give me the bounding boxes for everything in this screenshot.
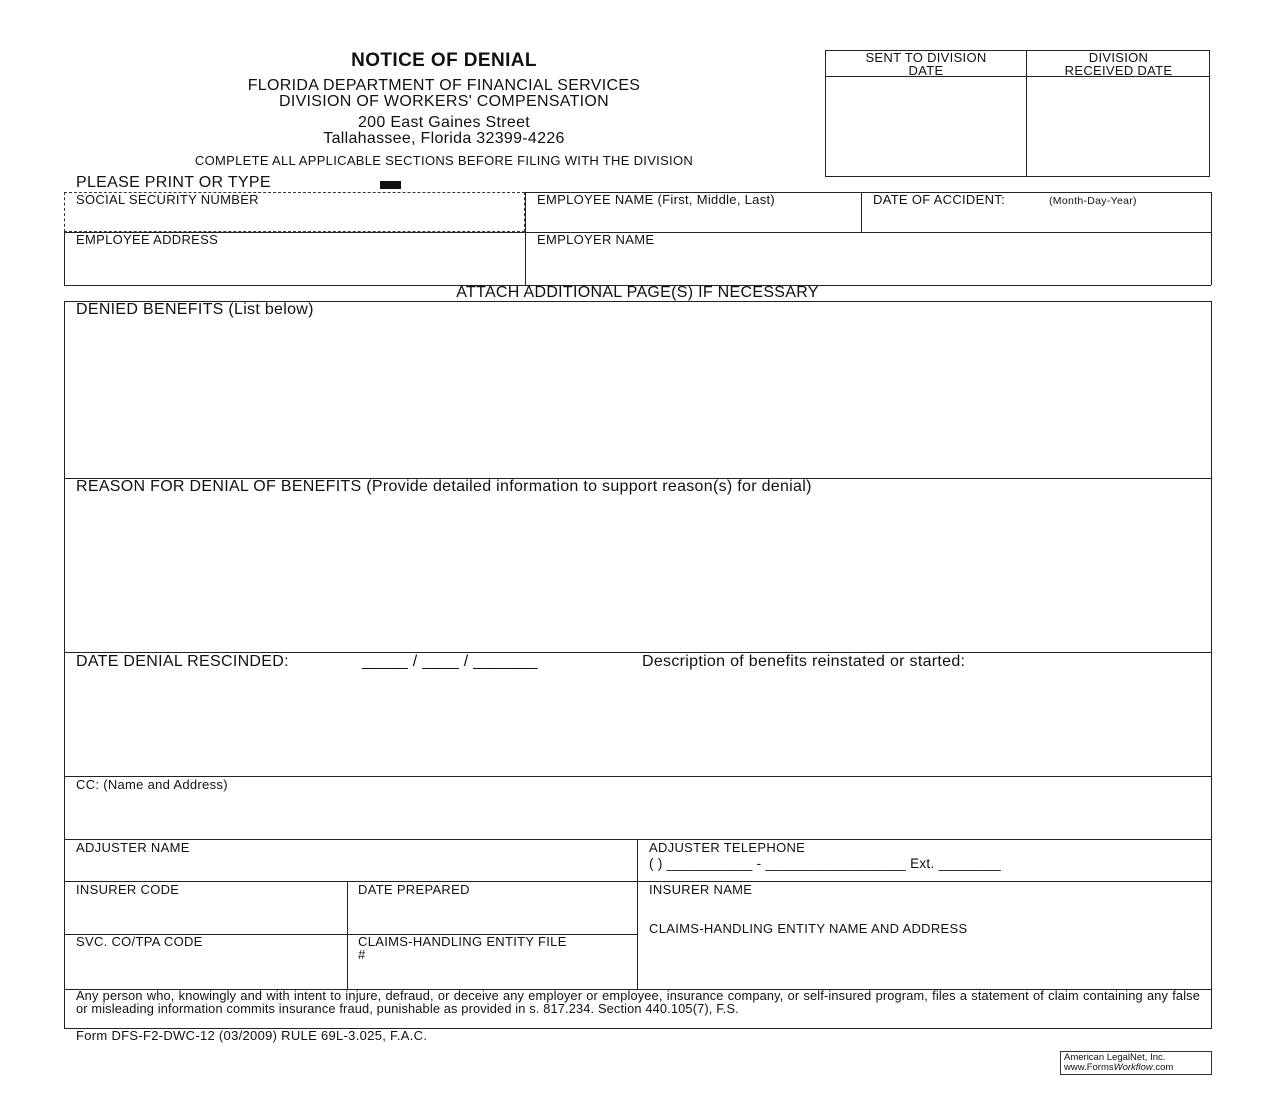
- svc-code-input[interactable]: [68, 951, 344, 986]
- claims-file-hash: #: [358, 947, 366, 962]
- date-prepared-input[interactable]: [350, 899, 634, 931]
- print-note: PLEASE PRINT OR TYPE: [76, 174, 271, 191]
- redaction-mark: [380, 181, 401, 189]
- city-address: Tallahassee, Florida 32399-4226: [323, 130, 565, 147]
- ssn-input[interactable]: [66, 207, 523, 230]
- date-prepared-label: DATE PREPARED: [358, 882, 470, 897]
- cc-label: CC: (Name and Address): [76, 777, 228, 792]
- division-received-label: DIVISION: [1088, 50, 1149, 65]
- denied-benefits-label: DENIED BENEFITS (List below): [76, 301, 314, 318]
- sent-to-division-label: SENT TO DIVISION: [865, 50, 987, 65]
- attach-note: ATTACH ADDITIONAL PAGE(S) IF NECESSARY: [456, 284, 819, 301]
- denied-benefits-input[interactable]: [68, 322, 1208, 476]
- sent-to-division-label-2: DATE: [908, 63, 944, 78]
- date-format-hint: (Month-Day-Year): [1049, 195, 1137, 207]
- form-id: Form DFS-F2-DWC-12 (03/2009) RULE 69L-3.025, F.A.C.: [76, 1028, 428, 1043]
- svc-code-label: SVC. CO/TPA CODE: [76, 934, 203, 949]
- claims-entity-label: CLAIMS-HANDLING ENTITY NAME AND ADDRESS: [649, 921, 968, 936]
- employee-address-input[interactable]: [66, 248, 523, 283]
- form-title: NOTICE OF DENIAL: [351, 50, 537, 71]
- publisher-line1: American LegalNet, Inc.: [1064, 1052, 1166, 1063]
- cc-input[interactable]: [68, 794, 1208, 836]
- ssn-label: SOCIAL SECURITY NUMBER: [76, 192, 259, 207]
- reason-for-denial-label: REASON FOR DENIAL OF BENEFITS (Provide detailed information to support reason(s) for denial): [76, 478, 812, 495]
- insurer-code-input[interactable]: [68, 899, 344, 931]
- filing-instruction: COMPLETE ALL APPLICABLE SECTIONS BEFORE FILING WITH THE DIVISION: [194, 153, 694, 168]
- date-rescinded-blank[interactable]: _____ / ____ / _______: [362, 653, 538, 670]
- employee-name-label: EMPLOYEE NAME (First, Middle, Last): [537, 192, 776, 207]
- employee-address-label: EMPLOYEE ADDRESS: [76, 232, 219, 247]
- adjuster-telephone-blank[interactable]: ( ) ___________ - __________________ Ext. ________: [649, 856, 1002, 871]
- publisher-stamp: [1060, 1051, 1212, 1075]
- publisher-line2: www.FormsWorkflow.com: [1064, 1062, 1174, 1073]
- adjuster-name-label: ADJUSTER NAME: [76, 840, 190, 855]
- date-rescinded-label: DATE DENIAL RESCINDED:: [76, 653, 289, 670]
- adjuster-telephone-label: ADJUSTER TELEPHONE: [649, 840, 806, 855]
- claims-file-label: CLAIMS-HANDLING ENTITY FILE: [358, 934, 567, 949]
- division-name: DIVISION OF WORKERS' COMPENSATION: [278, 93, 610, 110]
- fraud-notice: Any person who, knowingly and with intent to injure, defraud, or deceive any employer or employee, insurance company, or self-insured program, files a statement of claim containing any false or misleading information commits insurance fraud, punishable as provided in s. 817.234. Section 440.105(7), F.S.: [76, 988, 1200, 1016]
- claims-entity-input[interactable]: [640, 938, 1208, 986]
- insurer-name-input[interactable]: [640, 898, 1208, 918]
- department-name: FLORIDA DEPARTMENT OF FINANCIAL SERVICES: [247, 77, 641, 94]
- division-received-date-input[interactable]: [1029, 80, 1208, 174]
- sent-to-division-date-input[interactable]: [828, 80, 1024, 174]
- insurer-name-label: INSURER NAME: [649, 882, 753, 897]
- claims-file-input[interactable]: [372, 950, 634, 986]
- employer-name-input[interactable]: [527, 248, 1209, 283]
- division-received-label-2: RECEIVED DATE: [1064, 63, 1173, 78]
- employer-name-label: EMPLOYER NAME: [537, 232, 655, 247]
- street-address: 200 East Gaines Street: [357, 114, 531, 131]
- benefits-reinstated-input[interactable]: [68, 676, 1208, 773]
- reason-for-denial-input[interactable]: [68, 499, 1208, 649]
- date-of-accident-input[interactable]: [863, 207, 1209, 230]
- benefits-reinstated-label: Description of benefits reinstated or started:: [642, 653, 966, 670]
- date-of-accident-label: DATE OF ACCIDENT:: [873, 192, 1005, 207]
- insurer-code-label: INSURER CODE: [76, 882, 180, 897]
- employee-name-input[interactable]: [527, 207, 859, 230]
- adjuster-name-input[interactable]: [68, 856, 634, 880]
